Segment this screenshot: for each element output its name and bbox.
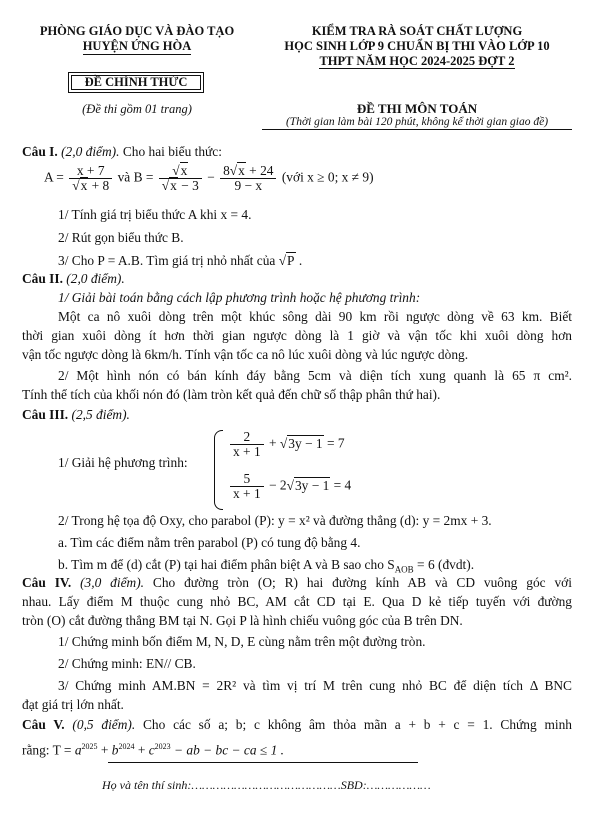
q2-text-line3: vận tốc ngược dòng là 6km/h. Tính vận tốc ca nô lúc xuôi dòng và lúc ngược dòng.	[22, 347, 469, 362]
exam-title: ĐỀ THI MÔN TOÁN	[356, 101, 478, 116]
q2-part2-line2: Tính thể tích của khối nón đó (làm tròn kết quả đến chữ số thập phân thứ hai).	[22, 387, 441, 402]
header-right	[252, 24, 582, 69]
q3-part1: 1/ Giải hệ phương trình:	[58, 455, 188, 470]
expr-b2-denominator: 9 − x	[234, 178, 263, 193]
eq1-rhs: = 7	[323, 435, 345, 451]
q1-intro: Cho hai biểu thức:	[119, 144, 222, 159]
system-equation1	[228, 430, 345, 459]
eq2-fraction	[230, 472, 264, 501]
q4-part3: 3/ Chứng minh AM.BN = 2R² và tìm vị trí M trên cung nhỏ BC để diện tích Δ BNC	[58, 678, 572, 693]
q2-part1-title: 1/ Giải bài toán bằng cách lập phương trình hoặc hệ phương trình:	[58, 290, 421, 305]
exam-name-line1: KIỂM TRA RÀ SOÁT CHẤT LƯỢNG	[311, 24, 523, 38]
q4-part2: 2/ Chứng minh: EN// CB.	[58, 656, 196, 671]
q1-part1: 1/ Tính giá trị biểu thức A khi x = 4.	[58, 207, 252, 222]
q4-text-line3: tròn (O) cắt đường thẳng BM tại N. Gọi P là hình chiếu vuông góc của B trên DN.	[22, 613, 463, 628]
q1-heading	[22, 143, 572, 160]
eq2-denominator: x + 1	[233, 486, 261, 501]
q1-points: (2,0 điểm).	[61, 144, 120, 159]
eq1-fraction	[230, 430, 264, 459]
q4-points: (3,0 điểm).	[71, 575, 145, 590]
exp-c: 2023	[154, 742, 171, 751]
department-name: PHÒNG GIÁO DỤC VÀ ĐÀO TẠO	[39, 24, 235, 38]
q5-text-line1: Cho các số a; b; c không âm thỏa mãn a + b + c = 1. Chứng minh	[135, 717, 572, 732]
q2-label: Câu II.	[22, 271, 63, 286]
q3-heading	[22, 406, 572, 423]
q2-text-line2: thời gian xuôi dòng ít hơn thời gian ngược dòng là 1 giờ và vận tốc khi xuôi dòng hơn	[22, 328, 572, 343]
q2-text-line1: Một ca nô xuôi dòng trên một khúc sông dài 90 km rồi ngược dòng về 63 km. Biết	[58, 309, 572, 324]
official-exam-stamp: ĐỀ CHÍNH THỨC	[68, 72, 204, 93]
q1-part3-radicand: P	[287, 253, 295, 268]
minus-sign: −	[207, 169, 215, 185]
q1-part3-end: .	[295, 253, 303, 268]
q5-heading-line	[22, 716, 572, 733]
q2-part2-line1: 2/ Một hình nón có bán kính đáy bằng 5cm và diện tích xung quanh là 65 π cm².	[58, 368, 572, 383]
expr-b1-num-radicand: x	[180, 163, 188, 178]
eq2-rhs: = 4	[330, 477, 352, 493]
time-note: (Thời gian làm bài 120 phút, không kể thời gian giao đề)	[262, 116, 572, 130]
q4-heading-line	[22, 574, 572, 591]
expr-b1-den-rest: − 3	[177, 178, 199, 193]
exam-name-line3: THPT NĂM HỌC 2024-2025 ĐỢT 2	[319, 54, 515, 68]
q5-inequality-rest: − ab − bc − ca ≤ 1 .	[170, 742, 284, 758]
q4-part3-cont: đạt giá trị lớn nhất.	[22, 697, 124, 712]
expr-a-label: A =	[44, 169, 64, 185]
expr-b-fraction2	[220, 164, 276, 193]
candidate-info-line: Họ và tên thí sinh:……………………………………SBD:………………	[102, 778, 431, 792]
q1-label: Câu I.	[22, 144, 58, 159]
eq2-numerator: 5	[230, 472, 264, 487]
q1-part3-text: 3/ Cho P = A.B. Tìm giá trị nhỏ nhất của	[58, 253, 279, 268]
expr-b1-numerator	[159, 164, 202, 179]
exp-b: 2024	[118, 742, 135, 751]
q3-part2a: a. Tìm các điểm nằm trên parabol (P) có tung độ bằng 4.	[58, 535, 361, 550]
var-b: b	[111, 742, 119, 758]
expr-b2-numerator	[220, 164, 276, 179]
system-equation2	[228, 472, 351, 501]
eq1-numerator: 2	[230, 430, 264, 445]
expr-b2-num-radicand: x	[238, 163, 245, 178]
q4-label: Câu IV.	[22, 575, 72, 590]
q5-points: (0,5 điểm).	[64, 717, 136, 732]
q4-part1: 1/ Chứng minh bốn điểm M, N, D, E cùng nằm trên một đường tròn.	[58, 634, 426, 649]
system-brace	[214, 430, 223, 510]
q5-inequality: rằng: $T = a^{2025} + b^{2024} + c^{2023}$ − ab − bc − ca ≤ 1 .	[22, 742, 284, 758]
q3-label: Câu III.	[22, 407, 69, 422]
var-c: c	[148, 742, 155, 758]
q3-part2b-end: = 6 (đvdt).	[413, 557, 475, 572]
district-name: HUYỆN ỨNG HÒA	[82, 39, 192, 53]
pages-note: (Đề thi gồm 01 trang)	[82, 102, 192, 116]
var-a: a	[74, 742, 82, 758]
q5-inequality-prefix: rằng: T =	[22, 742, 75, 758]
expr-a-denominator	[69, 179, 112, 193]
expr-b1-den-radicand: x	[170, 178, 177, 193]
expr-a-den-radicand: x	[80, 178, 88, 193]
q4-text-line1: Cho đường tròn (O; R) hai đường kính AB và CD vuông góc với	[144, 575, 572, 590]
expr-a-numerator: x + 7	[69, 164, 112, 179]
eq2-minus: − 2	[265, 477, 287, 493]
expr-b2-num-rest: + 24	[245, 163, 274, 178]
expr-b1-denominator	[159, 179, 202, 193]
q1-part3	[58, 252, 593, 269]
eq1-plus: +	[265, 435, 280, 451]
q3-part2b-subscript: AOB	[394, 564, 414, 575]
q3-part2b-text: b. Tìm m để (d) cắt (P) tại hai điểm phân biệt A và B sao cho S	[58, 557, 395, 572]
expr-a-den-rest: + 8	[88, 178, 110, 193]
q1-expressions	[44, 164, 593, 193]
expr-b-fraction1	[159, 164, 202, 193]
expr-b2-num-coef: 8	[223, 163, 230, 178]
header-left	[22, 24, 252, 55]
q3-part2: 2/ Trong hệ tọa độ Oxy, cho parabol (P): y = x² và đường thẳng (d): y = 2mx + 3.	[58, 513, 492, 528]
q1-condition: (với x ≥ 0; x ≠ 9)	[281, 169, 374, 185]
q2-heading	[22, 270, 572, 287]
eq1-denominator: x + 1	[233, 444, 261, 459]
exp-a: 2025	[81, 742, 98, 751]
q4-text-line2: nhau. Lấy điểm M thuộc cung nhỏ BC, AM cắt CD tại E. Qua D kẻ tiếp tuyến với đường	[22, 594, 572, 609]
footer-divider	[108, 762, 418, 763]
q3-points: (2,5 điểm).	[68, 407, 130, 422]
eq2-radicand: 3y − 1	[294, 477, 330, 493]
expr-a-fraction	[69, 164, 112, 193]
q2-points: (2,0 điểm).	[62, 271, 125, 286]
q5-label: Câu V.	[22, 717, 65, 732]
expr-b-label: và B =	[117, 169, 154, 185]
eq1-radicand: 3y − 1	[288, 435, 323, 451]
q1-part2: 2/ Rút gọn biểu thức B.	[58, 230, 184, 245]
exam-name-line2: HỌC SINH LỚP 9 CHUẨN BỊ THI VÀO LỚP 10	[284, 39, 550, 53]
